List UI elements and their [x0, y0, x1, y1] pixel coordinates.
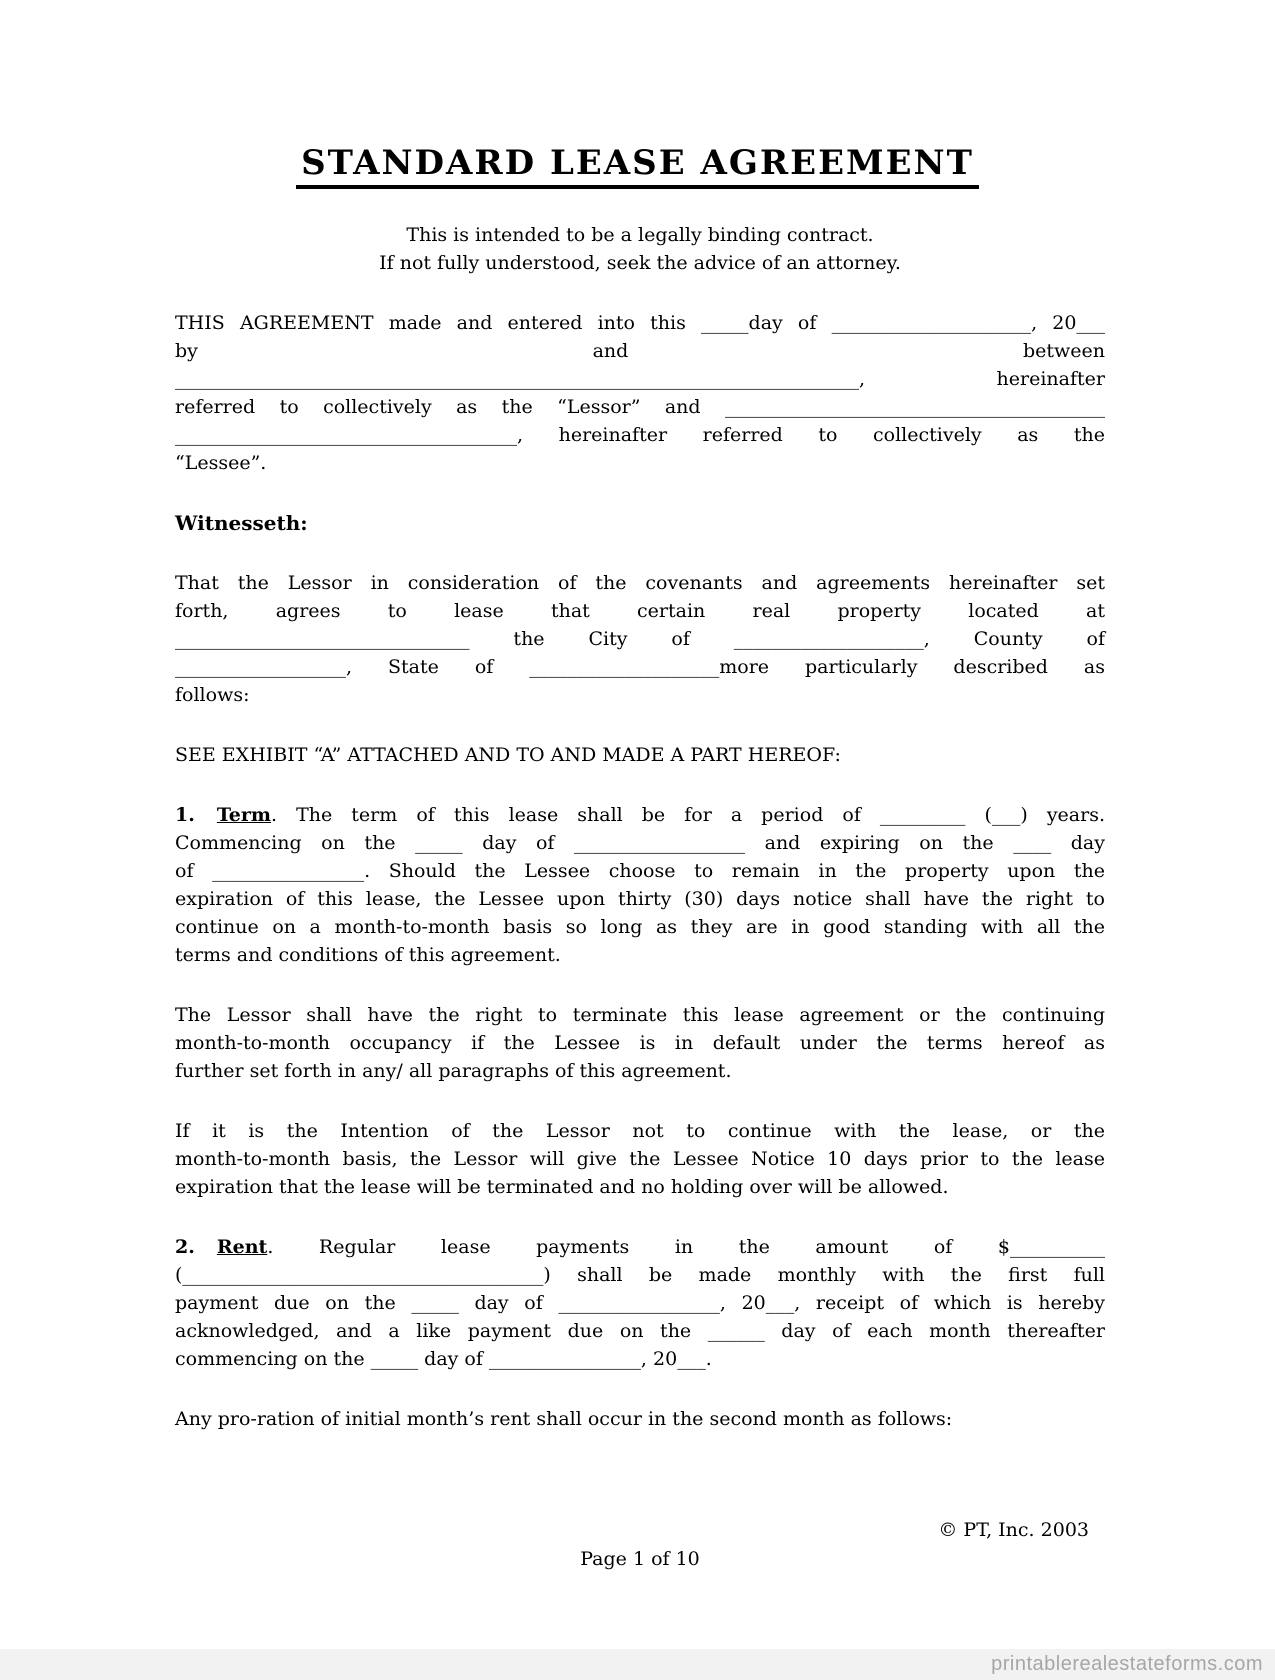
paragraph-line: commencing on the _____ day of ________________, 20___.	[175, 1348, 712, 1371]
proration-clause: Any pro-ration of initial month’s rent shall occur in the second month as follows:	[175, 1408, 953, 1431]
paragraph-line: by and between	[175, 340, 1105, 363]
rent-section	[175, 1233, 1105, 1373]
paragraph-line: ____________________________________, hereinafter referred to collectively as the	[175, 424, 1105, 447]
page-number: Page 1 of 10	[580, 1548, 700, 1570]
term-section	[175, 801, 1105, 969]
paragraph-line: acknowledged, and a like payment due on the ______ day of each month thereafter	[175, 1320, 1105, 1343]
paragraph-line: ________________________________________________________________________, hereinafter	[175, 368, 1105, 391]
branding-watermark: printablerealestateforms.com	[991, 1653, 1263, 1675]
paragraph-line: month-to-month basis, the Lessor will give the Lessee Notice 10 days prior to the lease	[175, 1148, 1105, 1171]
paragraph-line: The Lessor shall have the right to terminate this lease agreement or the continuing	[175, 1004, 1105, 1027]
paragraph-line: forth, agrees to lease that certain real property located at	[175, 600, 1105, 623]
paragraph-line: “Lessee”.	[175, 452, 267, 475]
legal-notice-line: If not fully understood, seek the advice of an attorney.	[379, 252, 901, 275]
paragraph-line: further set forth in any/ all paragraphs of this agreement.	[175, 1060, 732, 1083]
title-wrap	[0, 0, 1275, 189]
consideration-paragraph	[175, 569, 1105, 709]
terminate-paragraph	[175, 1001, 1105, 1085]
term-label: Term	[216, 804, 272, 827]
paragraph-line: If it is the Intention of the Lessor not to continue with the lease, or the	[175, 1120, 1105, 1143]
rent-first-line-text: . Regular lease payments in the amount of $__________	[267, 1236, 1105, 1259]
legal-notice	[175, 221, 1105, 277]
paragraph-line: __________________, State of ____________________more particularly described as	[175, 656, 1105, 679]
term-first-line-text: . The term of this lease shall be for a period of _________ (___) years.	[271, 804, 1105, 827]
paragraph-line: (______________________________________) shall be made monthly with the first full	[175, 1264, 1105, 1287]
paragraph-line: expiration of this lease, the Lessee upon thirty (30) days notice shall have the right to	[175, 888, 1105, 911]
copyright-notice: © PT, Inc. 2003	[938, 1519, 1089, 1541]
paragraph-line: _______________________________ the City of ____________________, County of	[175, 628, 1105, 651]
paragraph-line: referred to collectively as the “Lessor” and ________________________________________	[175, 396, 1105, 419]
paragraph-line: expiration that the lease will be terminated and no holding over will be allowed.	[175, 1176, 949, 1199]
paragraph-line: follows:	[175, 684, 250, 707]
branding-bar	[0, 1649, 1275, 1680]
term-first-line	[175, 801, 1105, 829]
legal-notice-line: This is intended to be a legally binding contract.	[406, 224, 874, 247]
paragraph-line: payment due on the _____ day of _________________, 20___, receipt of which is hereby	[175, 1292, 1105, 1315]
paragraph-line: That the Lessor in consideration of the covenants and agreements hereinafter set	[175, 572, 1105, 595]
rent-number: 2.	[175, 1236, 195, 1259]
paragraph-line: continue on a month-to-month basis so long as they are in good standing with all the	[175, 916, 1105, 939]
rent-first-line	[175, 1233, 1105, 1261]
paragraph-line: month-to-month occupancy if the Lessee is in default under the terms hereof as	[175, 1032, 1105, 1055]
document-title: STANDARD LEASE AGREEMENT	[296, 145, 979, 189]
paragraph-line: terms and conditions of this agreement.	[175, 944, 561, 967]
rent-label: Rent	[216, 1236, 268, 1259]
term-number: 1.	[175, 804, 195, 827]
paragraph-line: THIS AGREEMENT made and entered into this _____day of _____________________, 20___	[175, 312, 1105, 335]
paragraph-line: of ________________. Should the Lessee choose to remain in the property upon the	[175, 860, 1105, 883]
witnesseth-heading: Witnesseth:	[175, 511, 308, 536]
exhibit-clause: SEE EXHIBIT “A” ATTACHED AND TO AND MADE A PART HEREOF:	[175, 744, 841, 767]
paragraph-line: Commencing on the _____ day of __________________ and expiring on the ____ day	[175, 832, 1105, 855]
document-body	[175, 221, 1105, 1433]
intro-paragraph	[175, 309, 1105, 477]
intention-paragraph	[175, 1117, 1105, 1201]
